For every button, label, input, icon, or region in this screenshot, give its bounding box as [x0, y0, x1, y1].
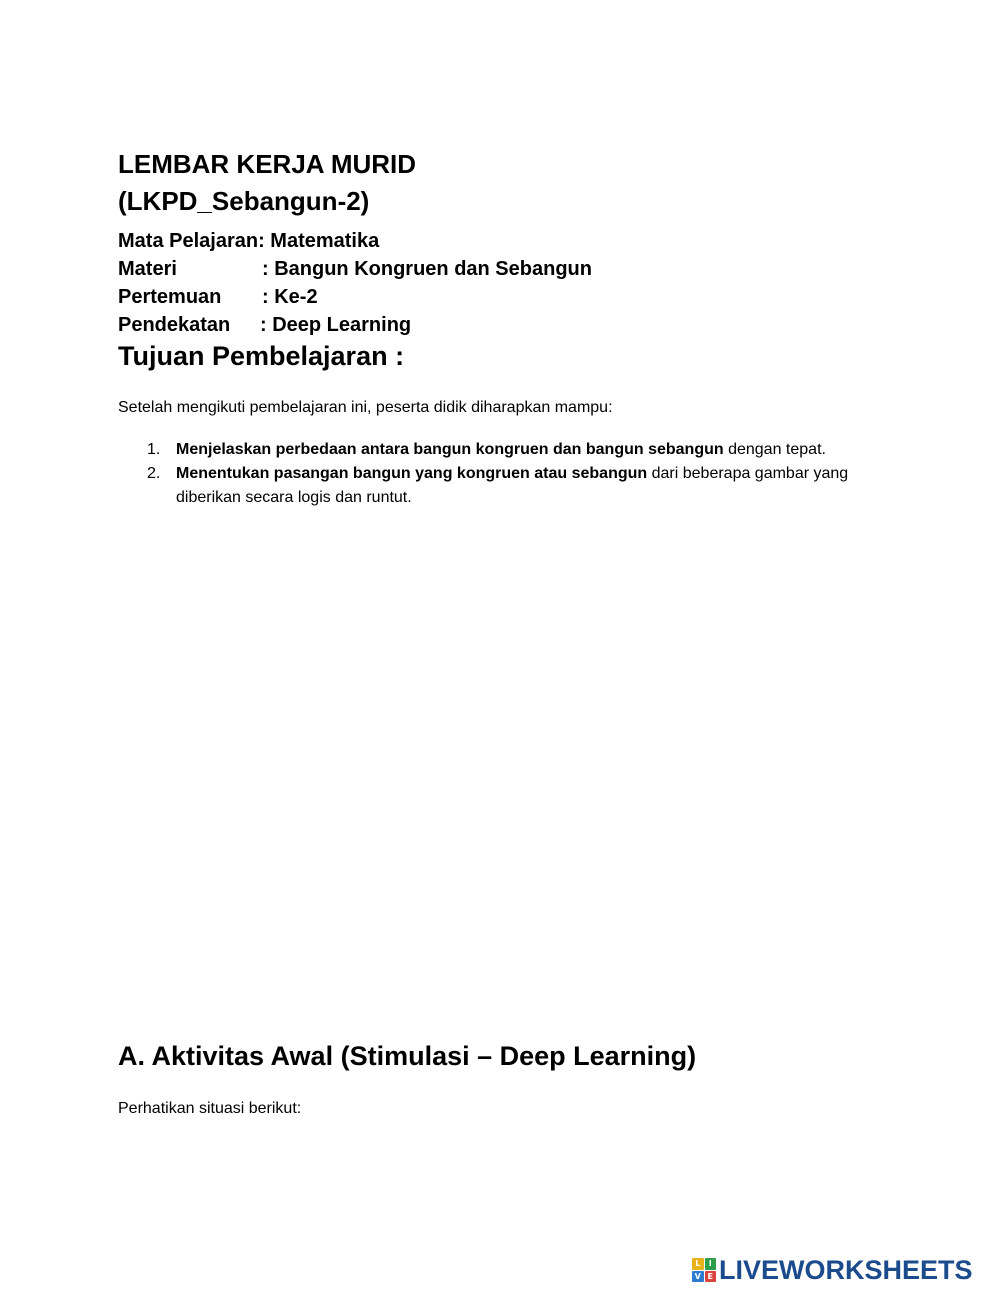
objective-bold-text: Menentukan pasangan bangun yang kongruen atau sebangun: [176, 465, 648, 482]
objective-number: 2.: [147, 465, 161, 482]
logo-letter-l: L: [692, 1258, 704, 1270]
meta-approach-value: : Deep Learning: [260, 314, 412, 336]
meta-subject-label: Mata Pelajaran: [118, 230, 259, 252]
objective-rest-text: dari beberapa gambar yang diberikan secara logis dan runtut.: [176, 465, 849, 506]
meta-subject-value: : Matematika: [258, 230, 380, 252]
worksheet-title: LEMBAR KERJA MURID: [118, 149, 417, 179]
section-a-heading: A. Aktivitas Awal (Stimulasi – Deep Learning): [118, 1041, 697, 1071]
meta-material-value: : Bangun Kongruen dan Sebangun: [262, 258, 592, 280]
meta-meeting: [118, 286, 318, 308]
meta-material-label: Materi: [118, 258, 177, 280]
logo-letter-e: E: [705, 1271, 717, 1283]
meta-material: [118, 258, 592, 280]
logo-letter-v: V: [692, 1271, 704, 1283]
objective-bold-text: Menjelaskan perbedaan antara bangun kongruen dan bangun sebangun: [176, 441, 724, 458]
liveworksheets-brand[interactable]: [692, 1256, 973, 1284]
objective-item: [118, 438, 878, 462]
meta-approach-label: Pendekatan: [118, 314, 231, 336]
liveworksheets-logo-icon: [692, 1258, 716, 1282]
section-a-intro: Perhatikan situasi berikut:: [118, 1100, 302, 1117]
meta-meeting-label: Pertemuan: [118, 286, 222, 308]
objectives-intro: Setelah mengikuti pembelajaran ini, peserta didik diharapkan mampu:: [118, 399, 613, 416]
meta-approach: [118, 314, 412, 336]
worksheet-code: (LKPD_Sebangun-2): [118, 186, 370, 216]
logo-letter-i: I: [705, 1258, 717, 1270]
liveworksheets-wordmark: LIVEWORKSHEETS: [719, 1254, 973, 1285]
meta-meeting-value: : Ke-2: [262, 286, 318, 308]
objective-item: [118, 462, 878, 510]
objective-rest-text: dengan tepat.: [723, 441, 826, 458]
objective-number: 1.: [147, 441, 161, 458]
objectives-heading: Tujuan Pembelajaran :: [118, 341, 405, 371]
meta-subject: [118, 231, 379, 251]
objectives-list: [118, 438, 878, 510]
